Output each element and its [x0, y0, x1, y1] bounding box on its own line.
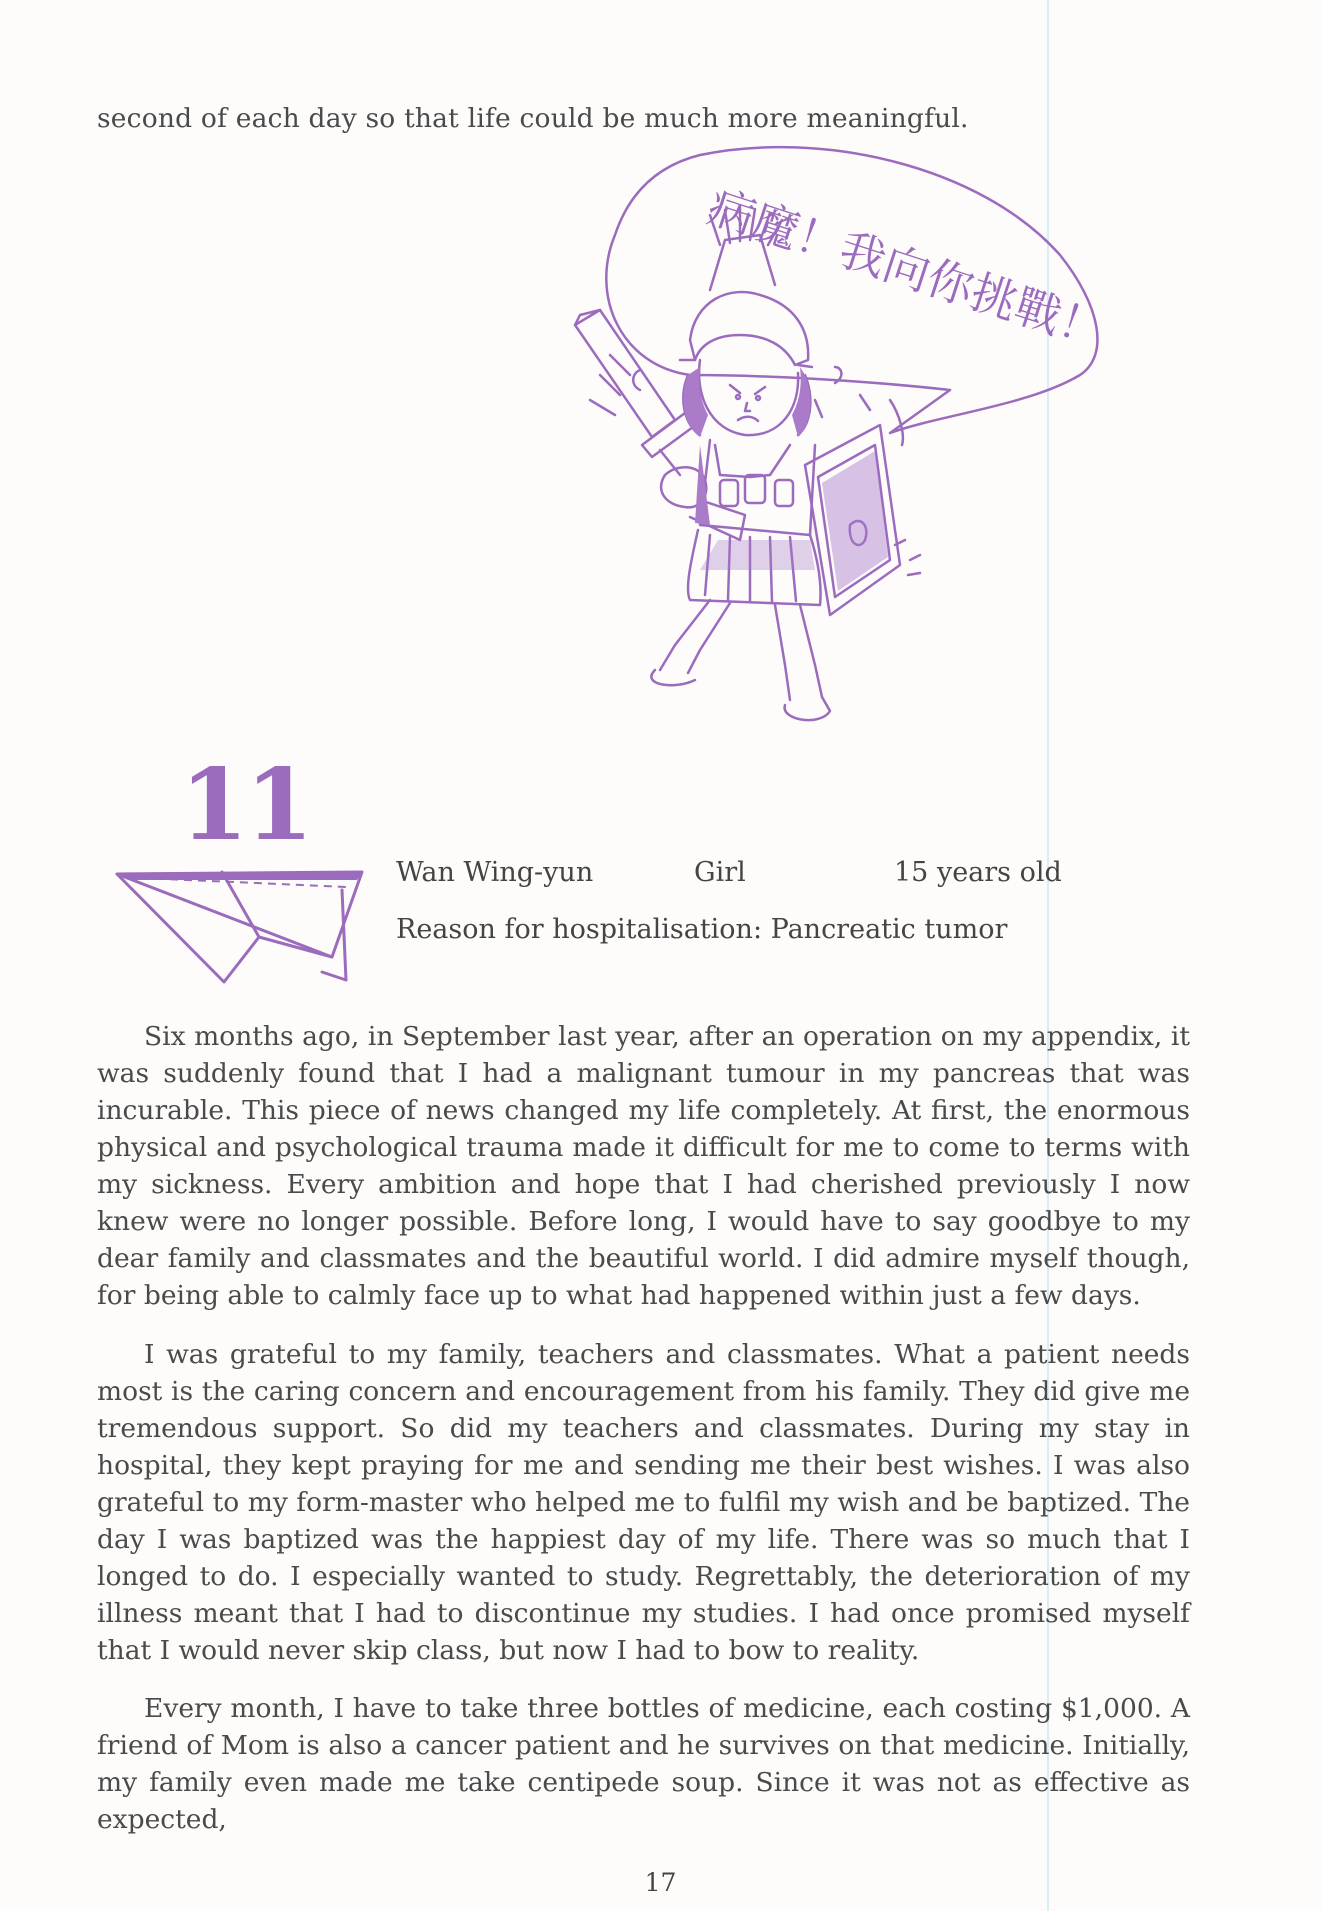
entry-number: 11: [180, 748, 311, 863]
body-paragraph-1: [97, 1018, 1190, 1314]
speech-bubble-text: 病魔！我向你挑戰！: [701, 179, 1113, 359]
patient-gender: Girl: [694, 857, 746, 888]
body-paragraph-2: [97, 1336, 1190, 1669]
hospitalisation-reason: Reason for hospitalisation: Pancreatic tumor: [396, 914, 1008, 945]
paragraph-text: Every month, I have to take three bottles of medicine, each costing $1,000. A friend of Mom is also a cancer patient and he survives on that medicine. Initially, my family even made me take centipede soup. Since it was not as effective as expected,: [97, 1693, 1190, 1835]
body-paragraph-3: [97, 1690, 1190, 1838]
patient-age: 15 years old: [894, 857, 1062, 888]
warrior-illustration: [560, 145, 1120, 765]
page-number: 17: [644, 1868, 677, 1897]
patient-name: Wan Wing-yun: [396, 857, 594, 888]
paragraph-text: I was grateful to my family, teachers and classmates. What a patient needs most is the caring concern and encouragement from his family. They did give me tremendous support. So did my teachers and classmates. During my stay in hospital, they kept praying for me and sending me their best wishes. I was also grateful to my form-master who helped me to fulfil my wish and be baptized. The day I was baptized was the happiest day of my life. There was so much that I longed to do. I especially wanted to study. Regrettably, the deterioration of my illness meant that I had to discontinue my studies. I had once promised myself that I would never skip class, but now I had to bow to reality.: [97, 1339, 1190, 1666]
continuation-line: second of each day so that life could be much more meaningful.: [97, 103, 969, 134]
paragraph-text: Six months ago, in September last year, after an operation on my appendix, it was suddenly found that I had a malignant tumour in my pancreas that was incurable. This piece of news changed my life completely. At first, the enormous physical and psychological trauma made it difficult for me to come to terms with my sickness. Every ambition and hope that I had cherished previously I now knew were no longer possible. Before long, I would have to say goodbye to my dear family and classmates and the beautiful world. I did admire myself though, for being able to calmly face up to what had happened within just a few days.: [97, 1021, 1190, 1311]
paper-airplane-icon: [112, 862, 362, 992]
